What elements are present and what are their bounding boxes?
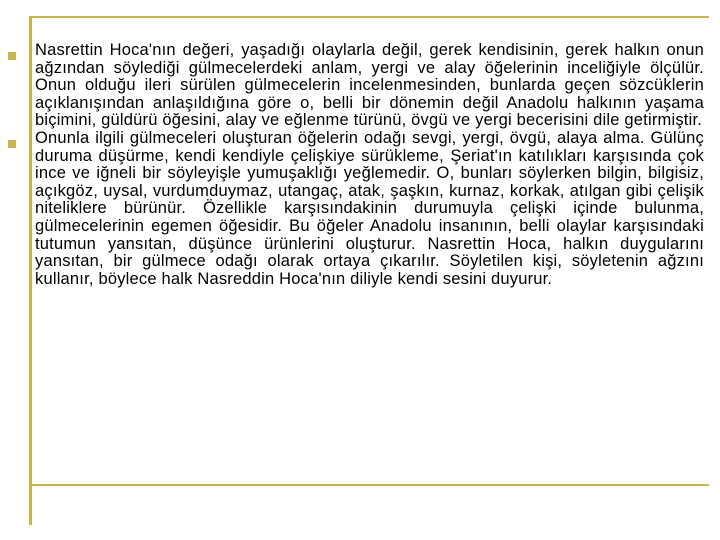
square-bullet-icon (8, 140, 16, 148)
bullet-text-2: Onunla ilgili gülmeceleri oluşturan öğelerin odağı sevgi, yergi, övgü, alaya alma. Gülünç duruma düşürme, kendi kendiyle çelişkiye sürükleme, Şeriat'ın katılıkları karşısında çok ince ve iğneli bir söyleyişle yumuşaklığı yeğlemedir. O, bunları söylerken bilgin, bilgisiz, açıkgöz, uysal, vurdumduymaz, utangaç, atak, şaşkın, kurnaz, korkak, atılgan gibi çelişik niteliklere bürünür. Özellikle karşısındakinin durumuyla çelişki içinde bulunma, gülmecelerinin egemen öğesidir. Bu öğeler Anadolu insanının, belli olaylar karşısındaki tutumun yansıtan, düşünce ürünlerini oluşturur. Nasrettin Hoca, halkın duygularını yansıtan, bir gülmece odağı olarak ortaya çıkarılır. Söyletilen kişi, söyletenin ağzını kullanır, böylece halk Nasreddin Hoca'nın diliyle kendi sesini duyurur. (35, 128, 704, 288)
decorative-bottom-rule (29, 484, 709, 486)
bullet-item-2 (0, 130, 720, 288)
bullet-text-1: Nasrettin Hoca'nın değeri, yaşadığı olaylarla değil, gerek kendisinin, gerek halkın onun ağzından söylediği gülmecelerdeki anlam, yergi ve alay öğelerinin inceliğiyle ölçülür. Onun olduğu ileri sürülen gülmecelerin incelenmesinden, bunlarda geçen sözcüklerin açıklanışından anlaşıldığına göre o, belli bir dönemin değil Anadolu halkının yaşama biçimini, güldürü öğesini, alay ve eğlenme türünü, övgü ve yergi becerisini dile getirmiştir. (35, 41, 704, 130)
decorative-top-rule (29, 16, 709, 18)
slide-content (0, 42, 720, 288)
square-bullet-icon (8, 52, 16, 60)
bullet-item-1 (0, 42, 720, 130)
